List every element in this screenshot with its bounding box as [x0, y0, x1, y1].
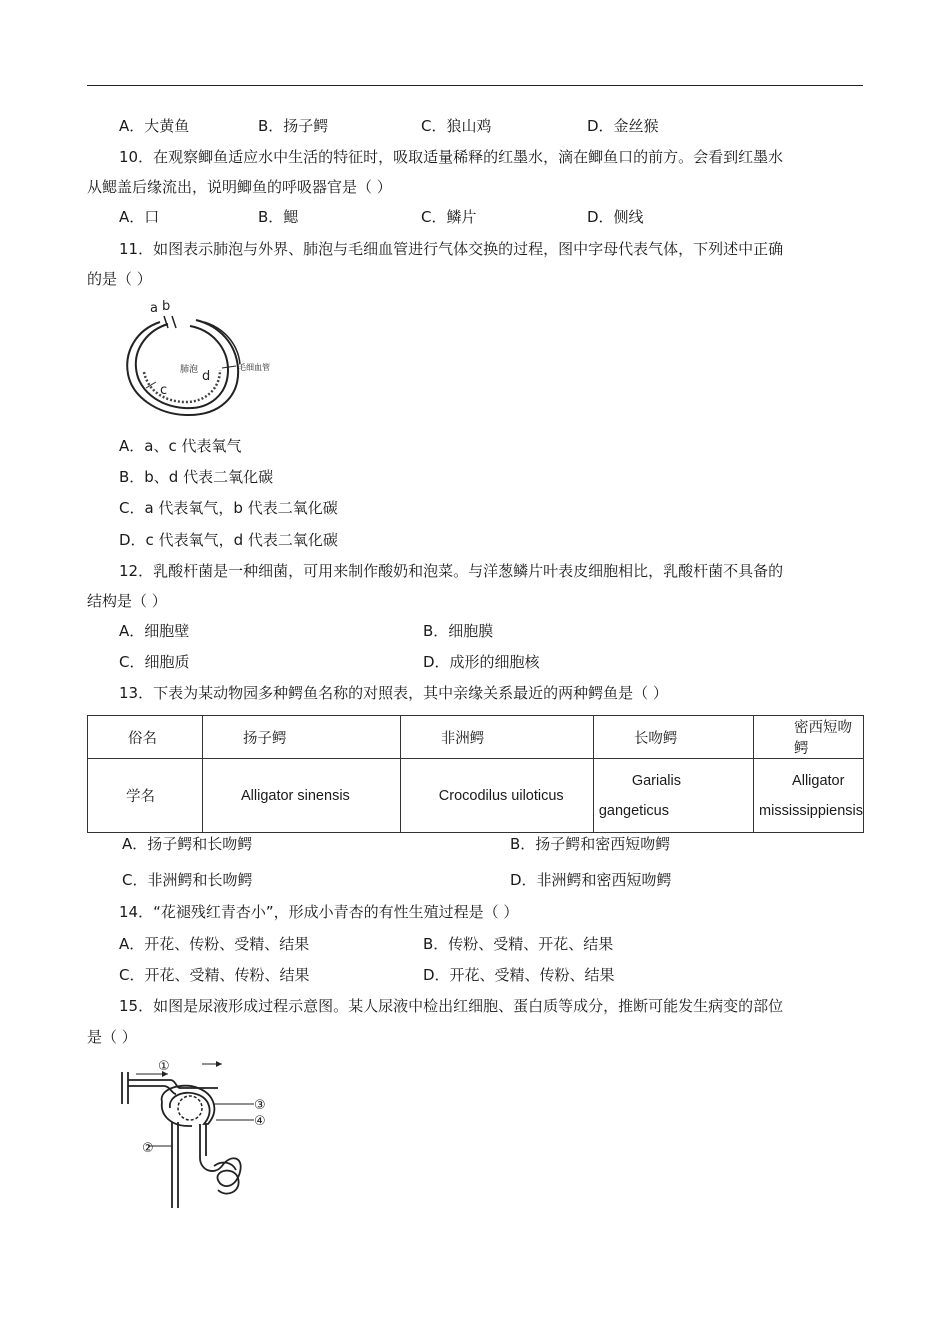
renal-capsule — [162, 1086, 215, 1124]
marker-4: ④ — [254, 1114, 266, 1129]
q13-option-d[interactable]: D．非洲鳄和密西短吻鳄 — [510, 871, 672, 889]
q11-option-d[interactable]: D．c 代表氧气，d 代表二氧化碳 — [119, 531, 338, 549]
q12-option-c[interactable]: C．细胞质 — [119, 653, 190, 671]
q10-option-d[interactable]: D．侧线 — [587, 208, 644, 226]
q15-stem-line2: 是（ ） — [87, 1028, 137, 1046]
q9-option-a[interactable]: A．大黄鱼 — [119, 117, 190, 135]
q10-option-a[interactable]: A．口 — [119, 208, 160, 226]
q9-option-b[interactable]: B．扬子鳄 — [258, 117, 329, 135]
marker-3: ③ — [254, 1098, 266, 1113]
table-cell-common-name-header: 俗名 — [88, 716, 203, 759]
q13-stem: 13．下表为某动物园多种鳄鱼名称的对照表，其中亲缘关系最近的两种鳄鱼是（ ） — [119, 684, 668, 702]
table-cell-line: gangeticus — [598, 802, 669, 819]
gas-b-label: b — [162, 299, 171, 314]
header-rule — [87, 85, 863, 86]
gas-d-label: d — [202, 369, 211, 384]
table-cell-changwen: 长吻鳄 — [593, 716, 753, 759]
q12-stem-line2: 结构是（ ） — [87, 592, 167, 610]
table-cell-mixi: 密西短吻鳄 — [754, 716, 864, 759]
q14-option-a[interactable]: A．开花、传粉、受精、结果 — [119, 935, 310, 953]
table-cell-garialis-gangeticus — [593, 759, 753, 833]
gas-b-arrow — [172, 316, 176, 328]
q10-option-c[interactable]: C．鳞片 — [421, 208, 477, 226]
q13-option-b[interactable]: B．扬子鳄和密西短吻鳄 — [510, 835, 671, 853]
alveolus-diagram — [120, 298, 290, 416]
gas-a-label: a — [150, 301, 158, 316]
table-row — [88, 759, 864, 833]
table-cell-feizhou: 非洲鳄 — [400, 716, 593, 759]
q12-option-b[interactable]: B．细胞膜 — [423, 622, 494, 640]
q10-stem-line1: 10．在观察鲫鱼适应水中生活的特征时，吸取适量稀释的红墨水，滴在鲫鱼口的前方。会看到红墨水 — [119, 148, 784, 166]
q13-option-c[interactable]: C．非洲鳄和长吻鳄 — [122, 871, 253, 889]
glomerulus — [178, 1096, 202, 1120]
q11-stem-line2: 的是（ ） — [87, 270, 152, 288]
q12-stem-line1: 12．乳酸杆菌是一种细菌，可用来制作酸奶和泡菜。与洋葱鳞片叶表皮细胞相比，乳酸杆菌不具备的 — [119, 562, 784, 580]
q10-stem-line2: 从鳃盖后缘流出，说明鲫鱼的呼吸器官是（ ） — [87, 178, 392, 196]
q14-option-c[interactable]: C．开花、受精、传粉、结果 — [119, 966, 310, 984]
capillary-pointer — [222, 366, 236, 368]
nephron-diagram — [118, 1058, 278, 1208]
table-cell-crocodilus-uiloticus: Crocodilus uiloticus — [400, 759, 593, 833]
q14-option-b[interactable]: B．传粉、受精、开花、结果 — [423, 935, 614, 953]
gas-c-label: c — [160, 383, 168, 398]
q9-option-c[interactable]: C．狼山鸡 — [421, 117, 492, 135]
q10-option-b[interactable]: B．鳃 — [258, 208, 299, 226]
capillary-line — [204, 322, 240, 364]
table-cell-scientific-name-header: 学名 — [88, 759, 203, 833]
q14-stem: 14．“花褪残红青杏小”，形成小青杏的有性生殖过程是（ ） — [119, 903, 519, 921]
marker-1: ① — [158, 1059, 170, 1074]
alveolus-label: 肺泡 — [180, 365, 199, 375]
q11-option-a[interactable]: A．a、c 代表氧气 — [119, 437, 242, 455]
q13-option-a[interactable]: A．扬子鳄和长吻鳄 — [122, 835, 253, 853]
q14-option-d[interactable]: D．开花、受精、传粉、结果 — [423, 966, 615, 984]
table-row — [88, 716, 864, 759]
q12-option-a[interactable]: A．细胞壁 — [119, 622, 190, 640]
q11-option-b[interactable]: B．b、d 代表二氧化碳 — [119, 468, 274, 486]
crocodile-name-table — [87, 715, 864, 833]
q11-option-c[interactable]: C．a 代表氧气，b 代表二氧化碳 — [119, 499, 338, 517]
table-cell-alligator-sinensis: Alligator sinensis — [202, 759, 400, 833]
q9-option-d[interactable]: D．金丝猴 — [587, 117, 659, 135]
table-cell-line: Alligator — [792, 772, 845, 789]
table-cell-line: Garialis — [631, 772, 681, 789]
q12-option-d[interactable]: D．成形的细胞核 — [423, 653, 540, 671]
table-cell-line: mississippiensis — [759, 802, 863, 819]
q11-stem-line1: 11．如图表示肺泡与外界、肺泡与毛细血管进行气体交换的过程，图中字母代表气体，下列述中正确 — [119, 240, 784, 258]
marker-2: ② — [142, 1141, 154, 1156]
table-cell-yangzi: 扬子鳄 — [202, 716, 400, 759]
q15-stem-line1: 15．如图是尿液形成过程示意图。某人尿液中检出红细胞、蛋白质等成分，推断可能发生病变的部位 — [119, 997, 784, 1015]
table-cell-alligator-mississippiensis — [754, 759, 864, 833]
capillary-label: 毛细血管 — [238, 363, 270, 372]
